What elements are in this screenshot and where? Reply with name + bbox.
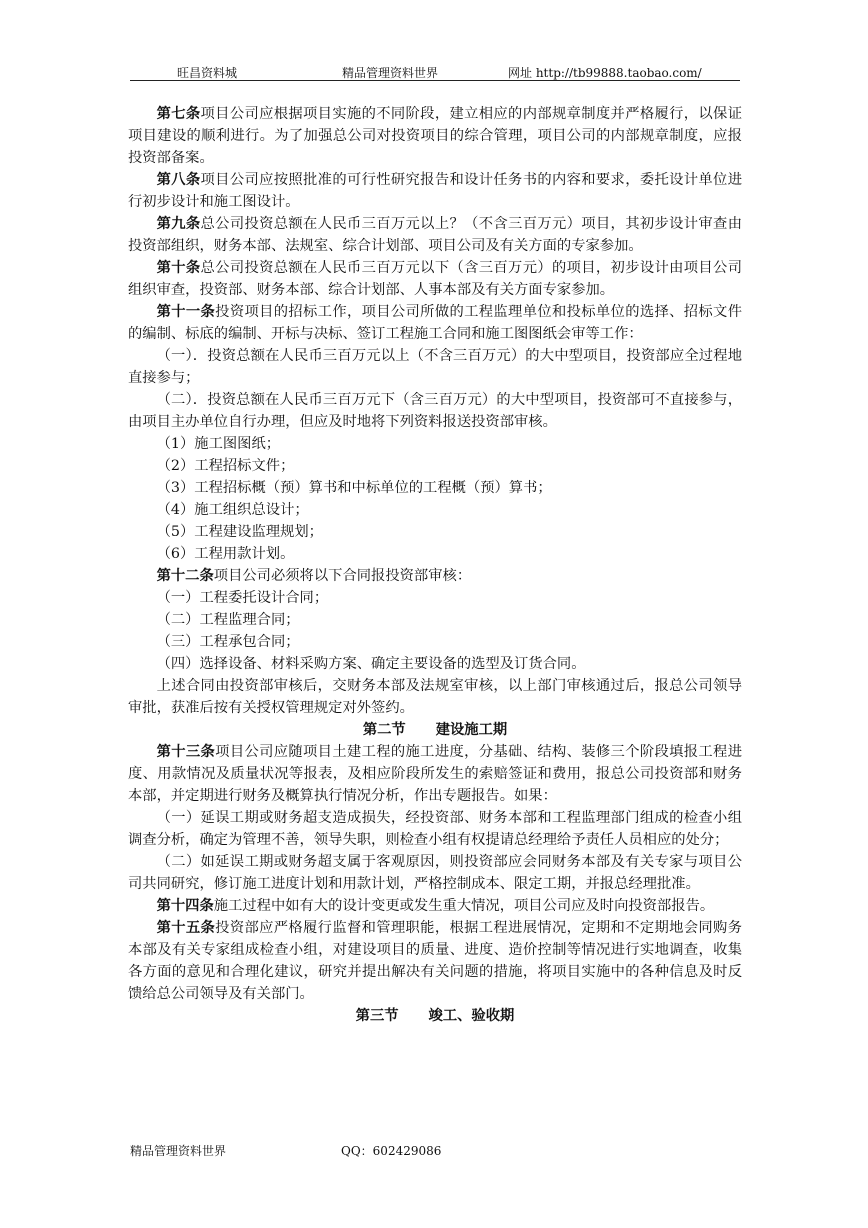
- article-number: 第十条: [156, 260, 201, 276]
- paragraph-text: （一）工程委托设计合同；: [156, 590, 329, 606]
- body-paragraph: [128, 389, 742, 433]
- section-heading: [128, 1005, 742, 1027]
- article-paragraph: [128, 169, 742, 213]
- paragraph-text: 总公司投资总额在人民币三百万元以下（含三百万元）的项目，初步设计由项目公司组织审查，投资部、财务本部、综合计划部、人事本部及有关方面专家参加。: [128, 260, 743, 298]
- paragraph-text: （4）施工组织总设计；: [156, 502, 309, 518]
- section-title: 建设施工期: [435, 722, 508, 738]
- page-header: [130, 62, 740, 81]
- list-item: [128, 631, 742, 653]
- article-number: 第七条: [156, 106, 201, 122]
- article-number: 第九条: [156, 216, 201, 232]
- footer-left-text: 精品管理资料世界: [130, 1144, 227, 1158]
- paragraph-text: （3）工程招标概（预）算书和中标单位的工程概（预）算书；: [156, 480, 552, 496]
- article-number: 第十四条: [156, 898, 214, 914]
- body-paragraph: [128, 851, 742, 895]
- list-item: [128, 477, 742, 499]
- article-paragraph: [128, 565, 742, 587]
- section-number: 第二节: [362, 722, 406, 738]
- article-paragraph: [128, 741, 742, 807]
- paragraph-text: 投资部应严格履行监督和管理职能，根据工程进展情况，定期和不定期地会同购务本部及有关专家组成检查小组，对建设项目的质量、进度、造价控制等情况进行实地调查，收集各方面的意见和合理化建议，研究并提出解决有关问题的措施，将项目实施中的各种信息及时反馈给总公司领导及有关部门。: [128, 920, 742, 1002]
- article-number: 第十二条: [156, 568, 214, 584]
- article-paragraph: [128, 895, 742, 917]
- section-heading: [128, 719, 742, 741]
- paragraph-text: （二）如延误工期或财务超支属于客观原因，则投资部应会同财务本部及有关专家与项目公司共同研究，修订施工进度计划和用款计划，严格控制成本、限定工期，并报总经理批准。: [128, 854, 742, 892]
- paragraph-text: （一）．投资总额在人民币三百万元以上（不含三百万元）的大中型项目，投资部应全过程地直接参与；: [128, 348, 742, 386]
- article-number: 第十三条: [156, 744, 216, 760]
- paragraph-text: 总公司投资总额在人民币三百万元以上？（不含三百万元）项目，其初步设计审查由投资部组织，财务本部、法规室、综合计划部、项目公司及有关方面的专家参加。: [128, 216, 743, 254]
- article-number: 第十五条: [156, 920, 216, 936]
- section-title: 竣工、验收期: [428, 1008, 515, 1024]
- paragraph-text: （5）工程建设监理规划；: [156, 524, 323, 540]
- list-item: [128, 653, 742, 675]
- list-item: [128, 521, 742, 543]
- paragraph-text: 项目公司应根据项目实施的不同阶段，建立相应的内部规章制度并严格履行，以保证项目建设的顺利进行。为了加强总公司对投资项目的综合管理，项目公司的内部规章制度，应报投资部备案。: [128, 106, 743, 166]
- paragraph-text: （1）施工图图纸；: [156, 436, 281, 452]
- article-number: 第八条: [156, 172, 201, 188]
- body-paragraph: [128, 345, 742, 389]
- paragraph-text: （6）工程用款计划。: [156, 546, 295, 562]
- article-paragraph: [128, 917, 742, 1005]
- paragraph-text: （二）工程监理合同；: [156, 612, 300, 628]
- body-paragraph: [128, 675, 742, 719]
- header-left-text: 旺昌资料城: [177, 66, 238, 80]
- list-item: [128, 455, 742, 477]
- list-item: [128, 543, 742, 565]
- paragraph-text: （2）工程招标文件；: [156, 458, 295, 474]
- paragraph-text: 项目公司应按照批准的可行性研究报告和设计任务书的内容和要求，委托设计单位进行初步设计和施工图设计。: [128, 172, 743, 210]
- paragraph-text: 投资项目的招标工作，项目公司所做的工程监理单位和投标单位的选择、招标文件的编制、标底的编制、开标与决标、签订工程施工合同和施工图图纸会审等工作：: [128, 304, 742, 342]
- article-paragraph: [128, 257, 742, 301]
- paragraph-text: （四）选择设备、材料采购方案、确定主要设备的选型及订货合同。: [156, 656, 586, 672]
- paragraph-text: （三）工程承包合同；: [156, 634, 300, 650]
- paragraph-text: 上述合同由投资部审核后，交财务本部及法规室审核，以上部门审核通过后，报总公司领导审批，获准后按有关授权管理规定对外签约。: [128, 678, 742, 716]
- paragraph-text: （二）．投资总额在人民币三百万元下（含三百万元）的大中型项目，投资部可不直接参与，由项目主办单位自行办理，但应及时地将下列资料报送投资部审核。: [128, 392, 742, 430]
- list-item: [128, 587, 742, 609]
- paragraph-text: 施工过程中如有大的设计变更或发生重大情况，项目公司应及时向投资部报告。: [213, 898, 715, 914]
- paragraph-text: 项目公司必须将以下合同报投资部审核：: [213, 568, 472, 584]
- footer-qq-text: QQ：602429086: [341, 1144, 442, 1158]
- article-paragraph: [128, 213, 742, 257]
- list-item: [128, 433, 742, 455]
- article-paragraph: [128, 103, 742, 169]
- document-body: [128, 103, 742, 1027]
- list-item: [128, 609, 742, 631]
- body-paragraph: [128, 807, 742, 851]
- article-paragraph: [128, 301, 742, 345]
- section-number: 第三节: [355, 1008, 399, 1024]
- header-center-text: 精品管理资料世界: [342, 66, 439, 80]
- paragraph-text: 项目公司应随项目土建工程的施工进度，分基础、结构、装修三个阶段填报工程进度、用款情况及质量状况等报表，及相应阶段所发生的索赔签证和费用，报总公司投资部和财务本部，并定期进行财务及概算执行情况分析，作出专题报告。如果：: [128, 744, 742, 804]
- list-item: [128, 499, 742, 521]
- header-website-text: 网址 http://tb99888.taobao.com/: [508, 66, 702, 80]
- paragraph-text: （一）延误工期或财务超支造成损失，经投资部、财务本部和工程监理部门组成的检查小组调查分析，确定为管理不善，领导失职，则检查小组有权提请总经理给予责任人员相应的处分；: [128, 810, 742, 848]
- article-number: 第十一条: [156, 304, 216, 320]
